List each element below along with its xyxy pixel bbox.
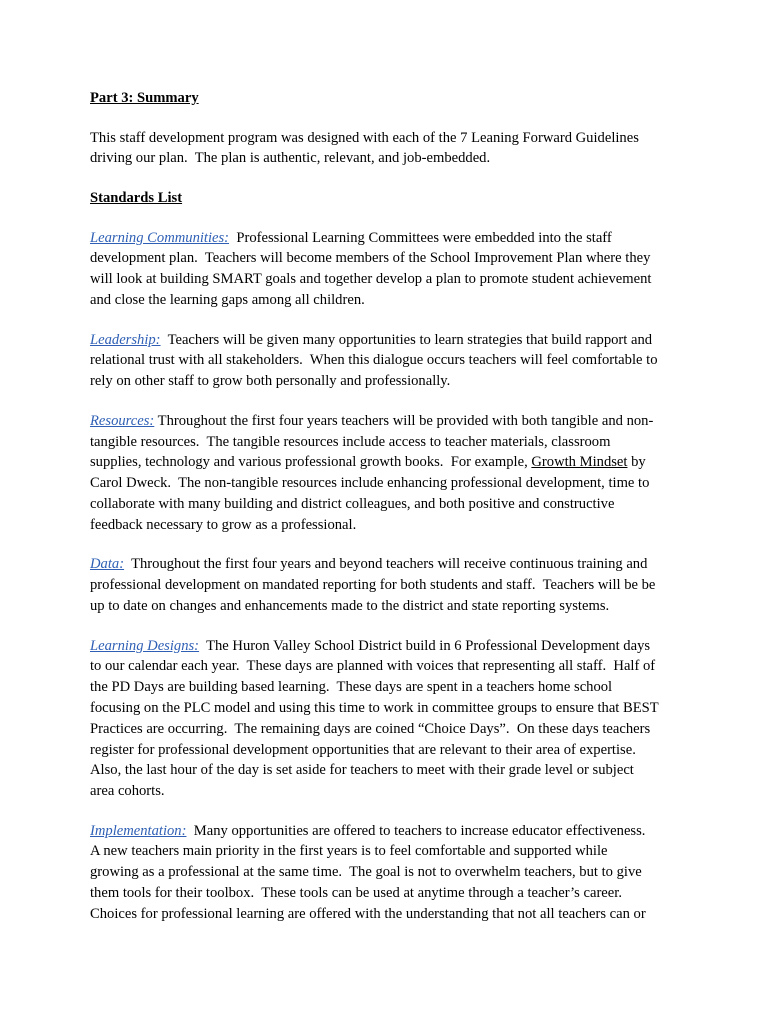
book-title: Growth Mindset bbox=[531, 454, 628, 471]
standard-text: will look at building SMART goals and together develop a plan to promote student achievement bbox=[90, 271, 652, 288]
standard-term-link[interactable]: Leadership: bbox=[90, 331, 161, 348]
standard-text: Throughout the first four years teachers will be provided with both tangible and non- bbox=[154, 412, 654, 429]
standard-term-link[interactable]: Learning Designs: bbox=[90, 637, 200, 654]
standard-implementation bbox=[90, 821, 680, 925]
standard-learning-communities bbox=[90, 228, 680, 311]
standard-text: collaborate with many building and district colleagues, and both positive and constructive bbox=[90, 495, 615, 512]
standard-learning-designs bbox=[90, 636, 680, 802]
document-page bbox=[90, 88, 680, 925]
standard-text: focusing on the PLC model and using this time to work in committee groups to ensure that BEST bbox=[90, 699, 659, 716]
standard-text: them tools for their toolbox. These tools can be used at anytime through a teacher’s career. bbox=[90, 885, 622, 902]
standard-text: rely on other staff to grow both personally and professionally. bbox=[90, 373, 451, 390]
standard-text: Choices for professional learning are offered with the understanding that not all teachers can or bbox=[90, 905, 646, 922]
standard-leadership bbox=[90, 330, 680, 392]
standard-text: area cohorts. bbox=[90, 783, 165, 800]
standard-text: register for professional development opportunities that are relevant to their area of expertise. bbox=[90, 741, 636, 758]
standard-text: relational trust with all stakeholders. When this dialogue occurs teachers will feel comfortable to bbox=[90, 352, 658, 369]
standard-text: professional development on mandated reporting for both students and staff. Teachers will be be bbox=[90, 577, 656, 594]
intro-paragraph bbox=[90, 128, 680, 170]
intro-line: This staff development program was designed with each of the 7 Leaning Forward Guidelines bbox=[90, 129, 639, 146]
standard-term-link[interactable]: Data: bbox=[90, 556, 125, 573]
standard-term-link[interactable]: Resources: bbox=[90, 412, 155, 429]
standards-heading: Standards List bbox=[90, 189, 183, 206]
standard-text: Carol Dweck. The non-tangible resources include enhancing professional development, time to bbox=[90, 475, 650, 492]
standard-text: and close the learning gaps among all children. bbox=[90, 291, 365, 308]
standard-text: tangible resources. The tangible resources include access to teacher materials, classroom bbox=[90, 433, 611, 450]
standard-text: up to date on changes and enhancements made to the district and state reporting systems. bbox=[90, 597, 610, 614]
standard-text: Many opportunities are offered to teachers to increase educator effectiveness. bbox=[186, 822, 646, 839]
standard-text: Practices are occurring. The remaining days are coined “Choice Days”. On these days teachers bbox=[90, 720, 651, 737]
standard-text: Teachers will be given many opportunities to learn strategies that build rapport and bbox=[160, 331, 653, 348]
standard-term-link[interactable]: Learning Communities: bbox=[90, 229, 230, 246]
standard-resources bbox=[90, 411, 680, 536]
standard-text: growing as a professional at the same time. The goal is not to overwhelm teachers, but to give bbox=[90, 864, 642, 881]
section-title: Part 3: Summary bbox=[90, 90, 199, 106]
standard-text: Also, the last hour of the day is set aside for teachers to meet with their grade level or subject bbox=[90, 762, 634, 779]
standard-term-link[interactable]: Implementation: bbox=[90, 822, 187, 839]
standard-text: The Huron Valley School District build in 6 Professional Development days bbox=[199, 637, 651, 654]
standard-text: the PD Days are building based learning. These days are spent in a teachers home school bbox=[90, 679, 613, 696]
standard-text: Throughout the first four years and beyond teachers will receive continuous training and bbox=[124, 556, 648, 573]
standard-text: supplies, technology and various professional growth books. For example, bbox=[90, 454, 532, 471]
standard-text: Professional Learning Committees were embedded into the staff bbox=[229, 229, 612, 246]
standard-text: feedback necessary to grow as a professional. bbox=[90, 516, 357, 533]
standard-text: to our calendar each year. These days are planned with voices that representing all staff. Half of bbox=[90, 658, 656, 675]
standard-text: A new teachers main priority in the first years is to feel comfortable and supported while bbox=[90, 843, 608, 860]
intro-line: driving our plan. The plan is authentic, relevant, and job-embedded. bbox=[90, 150, 491, 167]
standard-text: development plan. Teachers will become members of the School Improvement Plan where they bbox=[90, 250, 651, 267]
standard-text: by bbox=[627, 454, 646, 471]
standard-data bbox=[90, 554, 680, 616]
